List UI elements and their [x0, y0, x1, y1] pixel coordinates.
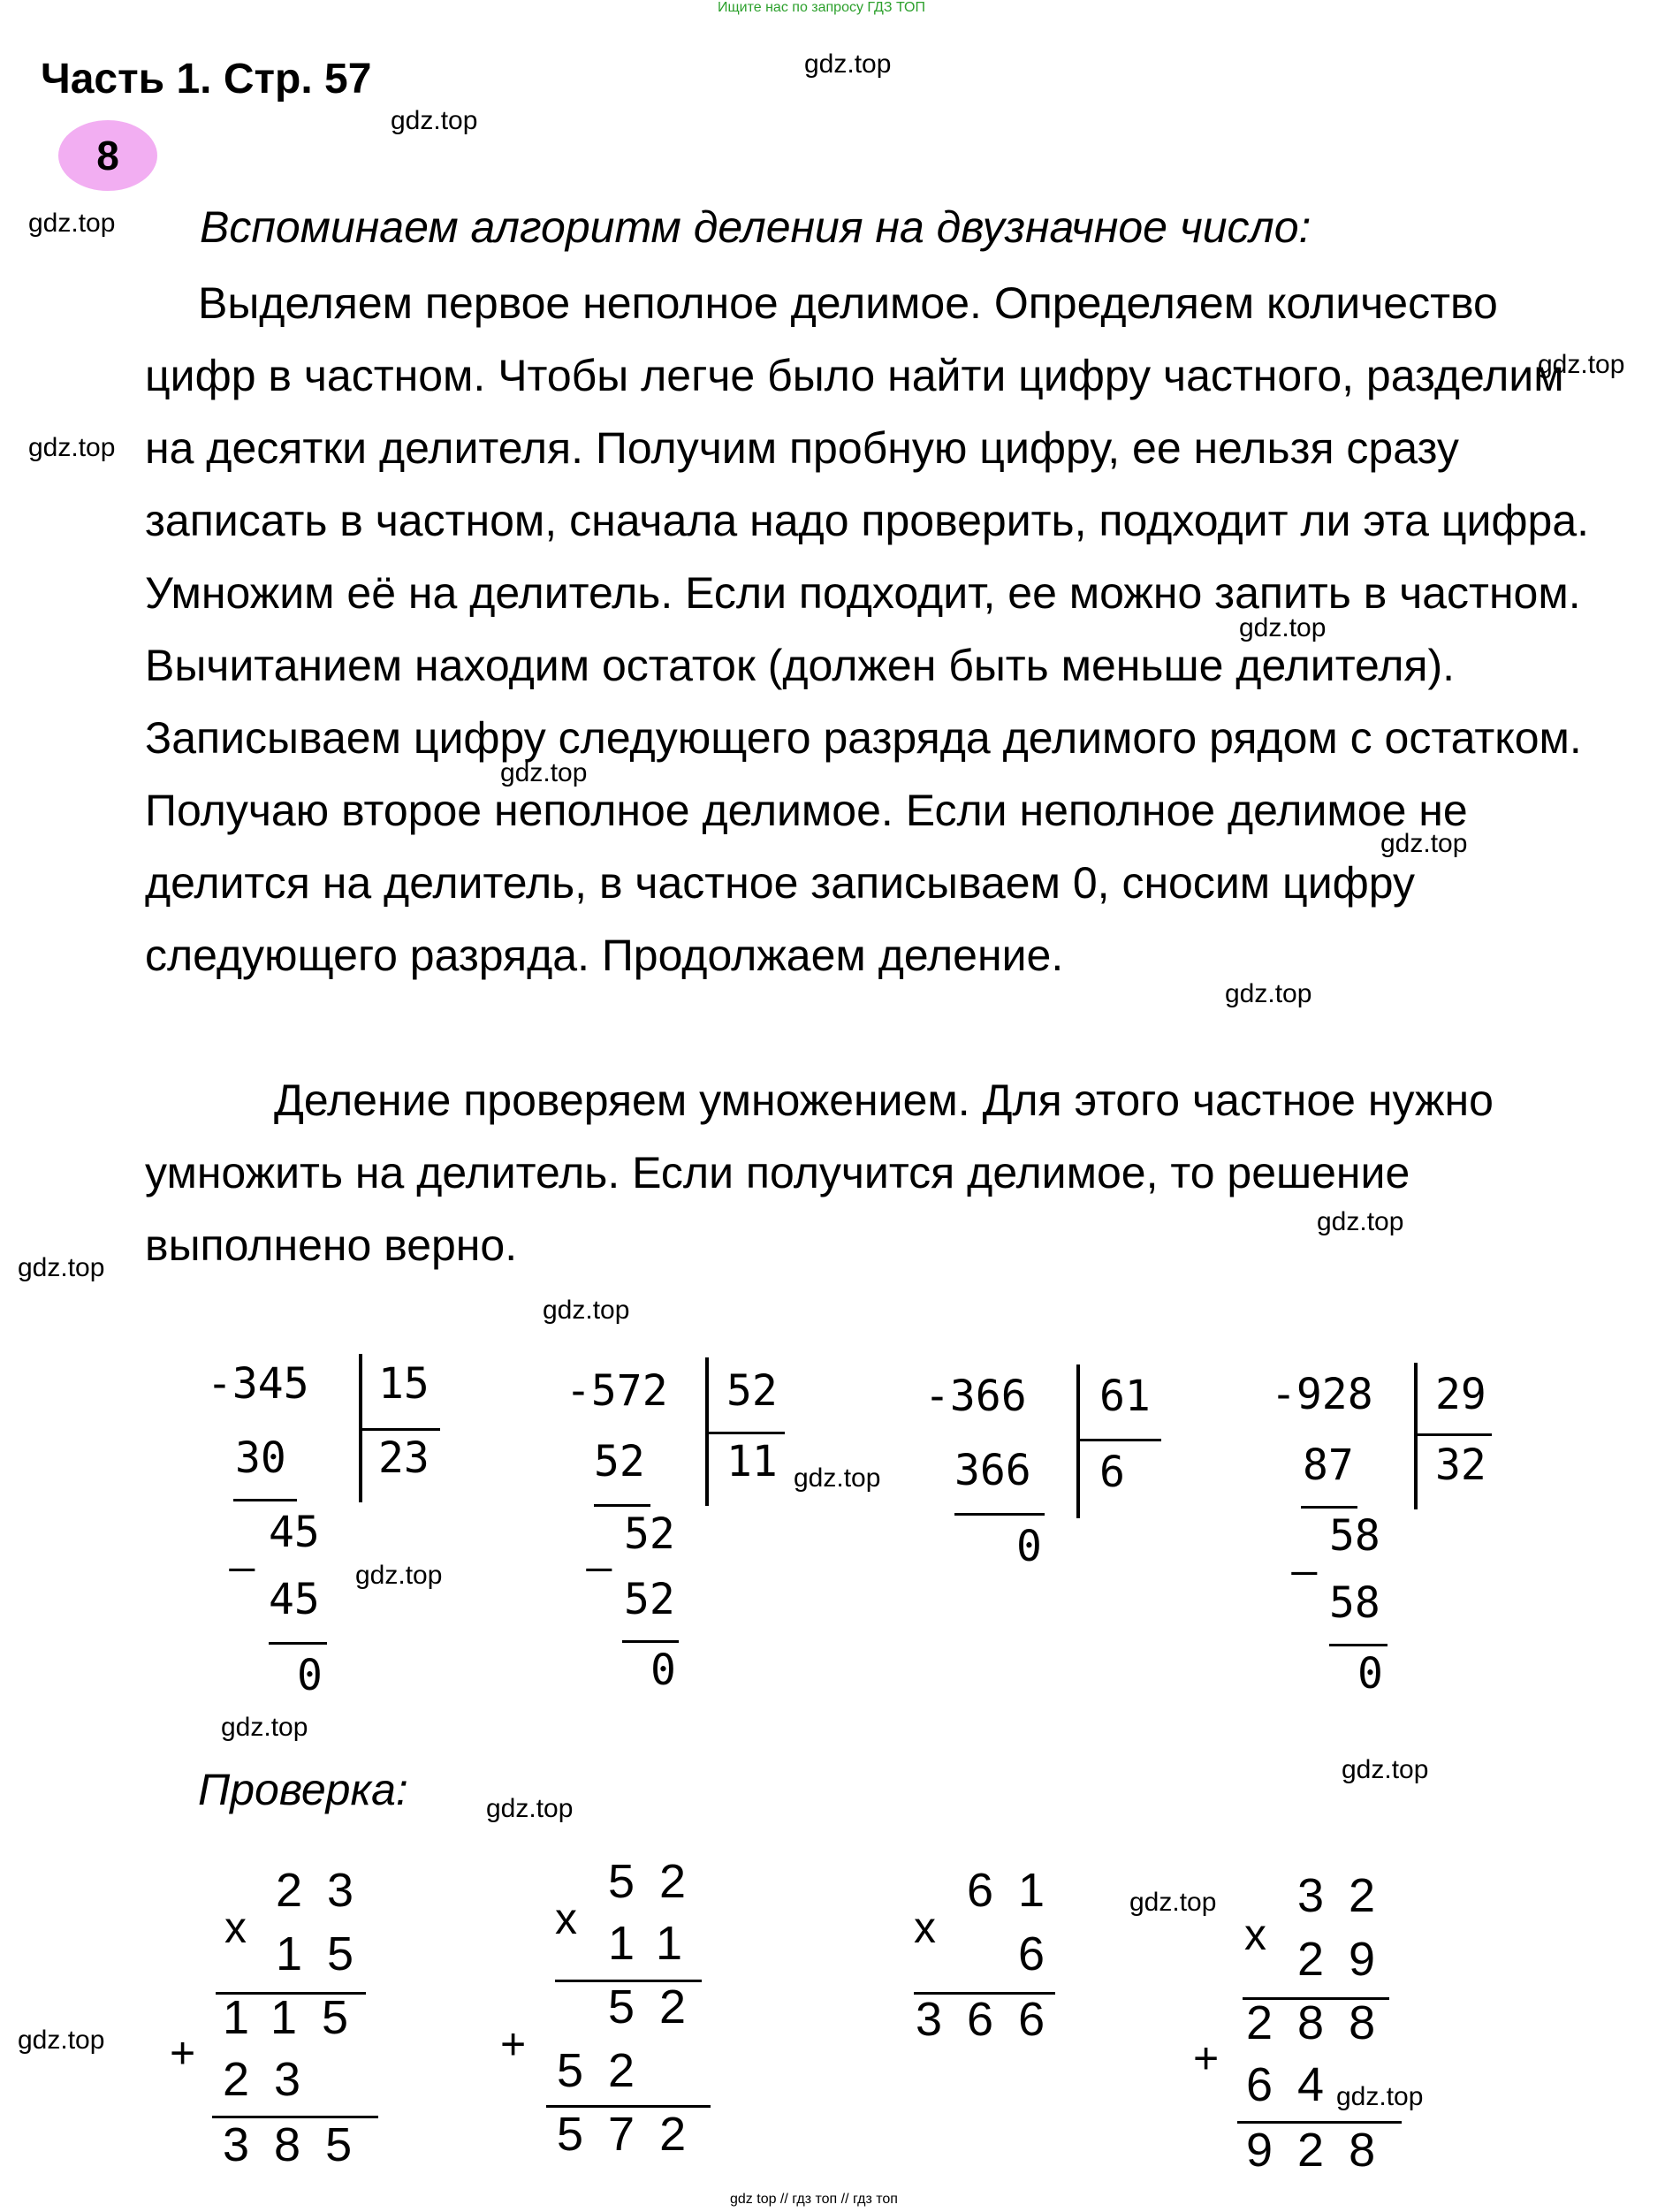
partial-product: 23: [223, 2053, 326, 2106]
partial-product: 64: [1246, 2058, 1349, 2111]
watermark: gdz.top: [804, 49, 892, 79]
watermark: gdz.top: [18, 2026, 105, 2055]
factor: 52: [608, 1855, 711, 1908]
product: 572: [557, 2108, 711, 2161]
times-sign: x: [224, 1903, 247, 1952]
factor: 61: [967, 1864, 1070, 1917]
subtrahend: 30: [235, 1433, 286, 1483]
partial-product: 52: [557, 2044, 660, 2097]
watermark: gdz.top: [28, 209, 116, 238]
minus-sign: _: [1292, 1526, 1317, 1576]
quotient: 32: [1435, 1440, 1486, 1490]
divisor: 52: [726, 1366, 778, 1416]
dividend: -366: [924, 1372, 1027, 1421]
dividend: -928: [1271, 1370, 1373, 1419]
remainder: 0: [1357, 1649, 1383, 1699]
check-label: Проверка:: [198, 1765, 408, 1814]
watermark: gdz.top: [221, 1713, 308, 1742]
dividend: -345: [207, 1359, 309, 1409]
watermark: gdz.top: [1380, 829, 1468, 858]
watermark: gdz.top: [486, 1794, 574, 1823]
check-paragraph: Деление проверяем умножением. Для этого частное нужно умножить на делитель. Если получится делимое, то решение выполнено верно.: [145, 1076, 1494, 1270]
quotient: 11: [726, 1437, 778, 1486]
plus-sign: +: [170, 2028, 196, 2078]
watermark: gdz.top: [1239, 613, 1327, 642]
product: 928: [1246, 2124, 1401, 2177]
times-sign: x: [555, 1894, 577, 1943]
factor: 6: [1018, 1927, 1070, 1980]
partial-dividend: 45: [269, 1508, 320, 1557]
divisor: 61: [1099, 1372, 1151, 1421]
factor: 11: [608, 1917, 708, 1970]
partial-product: 52: [608, 1980, 711, 2033]
watermark: gdz.top: [1538, 350, 1625, 379]
subtrahend: 52: [624, 1575, 675, 1624]
algorithm-paragraph: Выделяем первое неполное делимое. Определяем количество цифр в частном. Чтобы легче было найти цифру частного, разделим на десятки делителя. Получим пробную цифру, ее нельзя сразу записать в частном, сначала надо проверить, подходит ли эта цифра. Умножим её на делитель. Если подходит, ее можно запить в частном. Вычитанием находим остаток (должен быть меньше делителя). Записываем цифру следующего разряда делимого рядом с остатком. Получаю второе неполное делимое. Если неполное делимое не делится на делитель, в частное записываем 0, сносим цифру следующего разряда. Продолжаем деление.: [145, 278, 1590, 980]
subtrahend: 52: [594, 1437, 645, 1486]
watermark: gdz.top: [1317, 1207, 1404, 1236]
watermark: gdz.top: [1225, 979, 1312, 1008]
divisor: 29: [1435, 1370, 1486, 1419]
footer-note: gdz top // гдз топ // гдз топ: [730, 2192, 898, 2207]
watermark: gdz.top: [391, 106, 478, 135]
quotient: 6: [1099, 1448, 1125, 1497]
top-search-note: Ищите нас по запросу ГДЗ ТОП: [718, 0, 925, 15]
watermark: gdz.top: [28, 433, 116, 462]
product: 385: [223, 2118, 377, 2171]
partial-dividend: 58: [1329, 1511, 1380, 1561]
plus-sign: +: [1193, 2033, 1220, 2083]
subtrahend: 58: [1329, 1578, 1380, 1628]
plus-sign: +: [500, 2019, 527, 2069]
factor: 32: [1297, 1869, 1401, 1922]
watermark: gdz.top: [500, 758, 588, 787]
times-sign: x: [1244, 1910, 1266, 1959]
divisor: 15: [378, 1359, 430, 1409]
remainder: 0: [1016, 1522, 1042, 1571]
subtrahend: 87: [1303, 1440, 1354, 1490]
partial-product: 115: [223, 1991, 374, 2044]
watermark: gdz.top: [794, 1463, 881, 1493]
remainder: 0: [650, 1646, 676, 1695]
factor: 15: [276, 1927, 379, 1980]
product: 366: [916, 1993, 1070, 2046]
watermark: gdz.top: [1129, 1888, 1217, 1917]
factor: 29: [1297, 1933, 1401, 1986]
watermark: gdz.top: [355, 1561, 443, 1590]
watermark: gdz.top: [543, 1296, 630, 1325]
subtrahend: 366: [954, 1446, 1031, 1495]
watermark: gdz.top: [1336, 2082, 1424, 2111]
factor: 23: [276, 1864, 379, 1917]
minus-sign: _: [587, 1523, 612, 1572]
watermark: gdz.top: [18, 1253, 105, 1282]
remainder: 0: [297, 1651, 323, 1700]
intro-heading: Вспоминаем алгоритм деления на двузначное число:: [200, 202, 1311, 252]
dividend: -572: [566, 1366, 668, 1416]
task-number-badge: 8: [58, 120, 157, 191]
partial-product: 288: [1246, 1996, 1401, 2049]
quotient: 23: [378, 1433, 430, 1483]
times-sign: x: [914, 1903, 936, 1952]
watermark: gdz.top: [1342, 1755, 1429, 1784]
page-title: Часть 1. Стр. 57: [41, 56, 372, 103]
subtrahend: 45: [269, 1575, 320, 1624]
minus-sign: _: [230, 1523, 255, 1572]
partial-dividend: 52: [624, 1509, 675, 1559]
